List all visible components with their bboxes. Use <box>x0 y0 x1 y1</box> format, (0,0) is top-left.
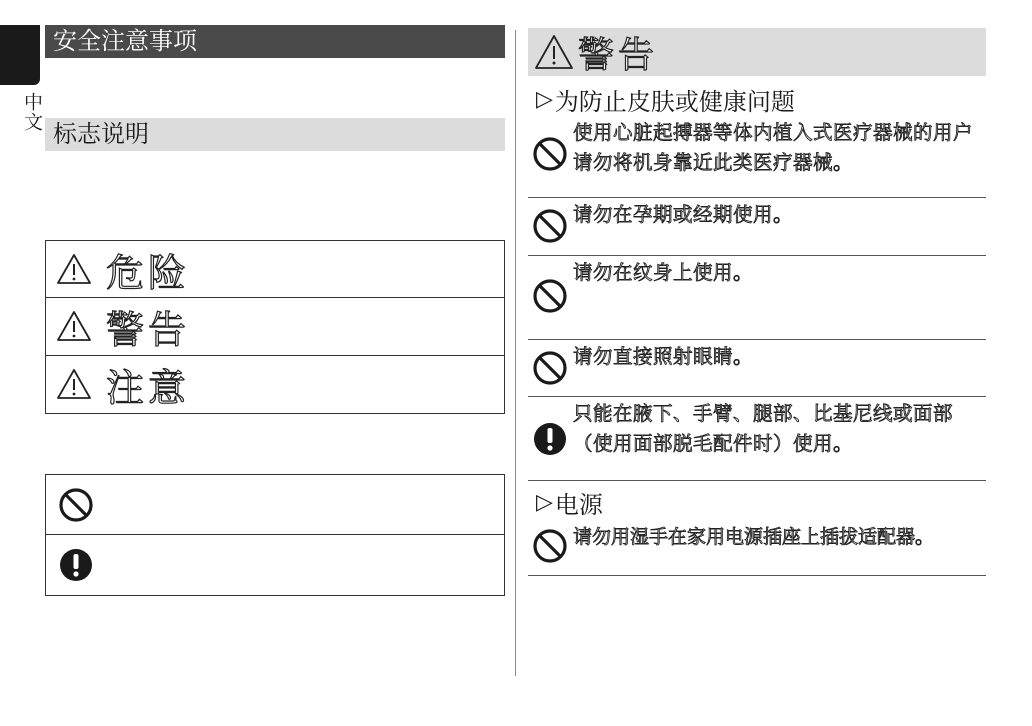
warning-item <box>528 256 986 340</box>
warning-triangle-icon <box>56 252 92 286</box>
warning-item-text: 只能在腋下、手臂、腿部、比基尼线或面部（使用面部脱毛配件时）使用。 <box>573 402 954 455</box>
symbol-table <box>45 474 505 596</box>
signal-word-caution: 注意 <box>106 365 191 410</box>
mandatory-exclamation-icon <box>532 421 568 457</box>
warning-item-text: 请勿直接照射眼睛。 <box>573 345 754 368</box>
signal-word-table <box>45 240 505 414</box>
language-tab <box>0 25 40 85</box>
signal-row-warning <box>46 298 504 355</box>
health-section-heading <box>536 82 795 117</box>
prohibition-icon <box>58 487 94 523</box>
symbol-explanation-heading: 标志说明 <box>45 118 505 151</box>
section-triangle-icon: ▷ <box>536 87 553 112</box>
safety-precautions-heading: 安全注意事项 <box>45 25 505 58</box>
warning-header <box>528 28 986 76</box>
warning-triangle-icon <box>56 309 92 343</box>
language-label: 中文 <box>21 92 43 132</box>
symbol-row-mandatory <box>46 535 504 595</box>
symbol-row-prohibition <box>46 475 504 535</box>
health-section-title: 为防止皮肤或健康问题 <box>554 88 795 116</box>
signal-word-warning: 警告 <box>106 307 191 352</box>
prohibition-icon <box>532 350 568 386</box>
signal-row-danger <box>46 241 504 298</box>
power-section-title: 电源 <box>554 491 603 519</box>
prohibition-icon <box>532 278 568 314</box>
prohibition-icon <box>532 528 568 564</box>
warning-item <box>528 520 986 576</box>
warning-title: 警告 <box>578 34 659 76</box>
warning-triangle-icon <box>56 367 92 401</box>
warning-item <box>528 198 986 256</box>
signal-word-danger: 危险 <box>106 250 191 295</box>
signal-row-caution <box>46 356 504 413</box>
section-triangle-icon: ▷ <box>536 490 553 515</box>
warning-item <box>528 116 986 198</box>
prohibition-icon <box>532 208 568 244</box>
warning-item-text: 使用心脏起搏器等体内植入式医疗器械的用户请勿将机身靠近此类医疗器械。 <box>573 121 974 174</box>
power-section-heading <box>536 485 603 520</box>
column-divider <box>515 30 516 676</box>
warning-item <box>528 340 986 397</box>
warning-triangle-icon <box>534 33 574 71</box>
warning-item-text: 请勿在纹身上使用。 <box>573 261 754 284</box>
warning-item-text: 请勿用湿手在家用电源插座上插拔适配器。 <box>573 526 935 548</box>
mandatory-exclamation-icon <box>58 547 94 583</box>
prohibition-icon <box>532 136 568 172</box>
warning-item-text: 请勿在孕期或经期使用。 <box>573 203 794 226</box>
warning-item <box>528 397 986 481</box>
